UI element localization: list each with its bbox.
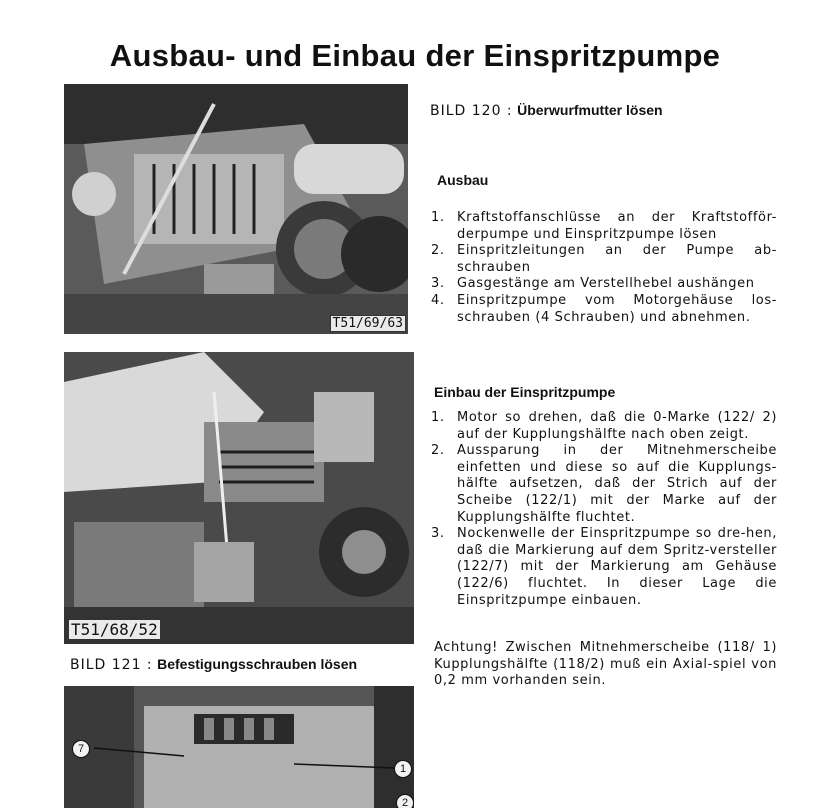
einbau-step [431,526,777,609]
einbau-steps [431,410,777,609]
step-text: Kraftstoffanschlüsse an der Kraftstofför-derpumpe und Einspritzpumpe lösen [457,210,777,242]
step-number: 2. [431,243,445,259]
step-number: 3. [431,526,445,542]
photo-code-121: T51/68/52 [68,619,161,640]
step-text: Nockenwelle der Einspritzpumpe so dre-hen, daß die Markierung auf dem Spritz-versteller (122/7) mit der Markierung am Gehäuse (122/6) fluchtet. In dieser Lage die Einspritzpumpe einbauen. [457,526,777,608]
ausbau-step [431,293,777,326]
step-text: Motor so drehen, daß die 0-Marke (122/ 2) auf der Kupplungshälfte nach oben zeigt. [457,410,777,442]
step-text: Einspritzleitungen an der Pumpe ab-schrauben [457,243,777,275]
page-title: Ausbau- und Einbau der Einspritzpumpe [109,38,721,73]
callout-2: 2 [396,794,414,808]
engine-illustration-121 [64,352,414,644]
einbau-step [431,443,777,526]
step-number: 1. [431,210,445,225]
engine-illustration-122 [64,686,414,808]
heading-einbau: Einbau der Einspritzpumpe [434,384,616,400]
step-number: 4. [431,292,445,308]
engine-illustration-120 [64,84,408,334]
callout-1: 1 [394,760,412,778]
step-text: Gasgestänge am Verstellhebel aushängen [457,276,755,292]
caption-fig120-text: Überwurfmutter lösen [517,102,663,118]
achtung-note: Achtung! Zwischen Mitnehmerscheibe (118/ 1) Kupplungshälfte (118/2) muß ein Axial-spiel von 0,2 mm vorhanden sein. [434,640,777,689]
ausbau-steps [431,210,777,326]
photo-code-120: T51/69/63 [330,315,406,332]
ausbau-step [431,276,777,293]
step-number: 1. [431,410,445,425]
engine-photo-fig120 [64,84,408,334]
engine-photo-fig122 [64,686,414,808]
engine-photo-fig121 [64,352,414,644]
step-text: Einspritzpumpe vom Motorgehäuse los-schrauben (4 Schrauben) und abnehmen. [457,292,777,325]
caption-fig121-id: BILD 121 : [70,657,153,673]
callout-7: 7 [72,740,90,758]
ausbau-step [431,243,777,276]
einbau-step [431,410,777,443]
caption-fig121 [70,656,357,673]
step-number: 3. [431,276,445,292]
caption-fig120 [430,102,663,119]
heading-ausbau: Ausbau [437,172,489,188]
caption-fig121-text: Befestigungsschrauben lösen [157,656,358,672]
step-number: 2. [431,443,445,459]
ausbau-step [431,210,777,243]
step-text: Aussparung in der Mitnehmerscheibe einfetten und diese so auf die Kupplungs-hälfte aufsetzen, daß der Strich auf der Scheibe (122/1) mit der Marke auf der Kupplungshälfte fluchtet. [457,443,777,525]
caption-fig120-id: BILD 120 : [430,103,513,119]
